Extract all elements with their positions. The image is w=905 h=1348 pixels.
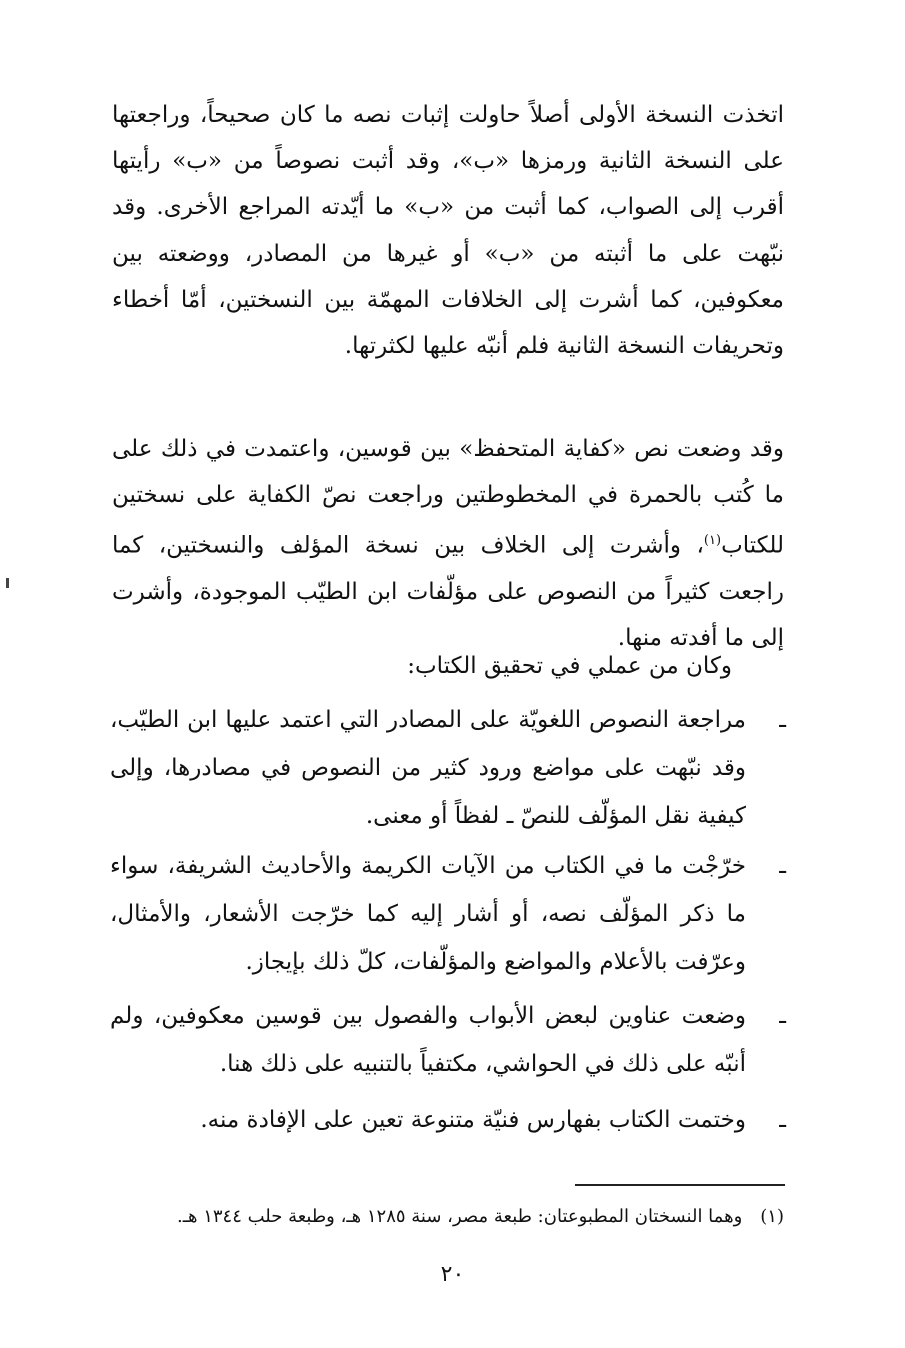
paragraph-text: وقد وضعت نص «كفاية المتحفظ» بين قوسين، واعتمدت في ذلك على ما كُتب بالحمرة في المخطوطتين وراجعت نصّ الكفاية على نسختين للكتاب (112, 436, 784, 560)
dash-marker: ـ (779, 1107, 786, 1133)
dash-marker: ـ (779, 707, 786, 733)
list-item-text: مراجعة النصوص اللغويّة على المصادر التي اعتمد عليها ابن الطيّب، وقد نبّهت على مواضع ورود كثير من النصوص في مصادرها، وإلى كيفية نقل المؤلّف للنصّ ـ لفظاً أو معنى. (110, 707, 746, 829)
footnote-text: وهما النسختان المطبوعتان: طبعة مصر، سنة ١٢٨٥ هـ، وطبعة حلب ١٣٤٤ هـ. (176, 1206, 743, 1227)
paragraph-text: اتخذت النسخة الأولى أصلاً حاولت إثبات نصه ما كان صحيحاً، وراجعتها على النسخة الثانية ورمزها «ب»، وقد أثبت نصوصاً من «ب» رأيتها أقرب إلى الصواب، كما أثبت من «ب» ما أيّدته المراجع الأخرى. وقد نبّهت على ما أثبته من «ب» أو غيرها من المصادر، ووضعته بين معكوفين، كما أشرت إلى الخلافات المهمّة بين النسختين، أمّا أخطاء وتحريفات النسخة الثانية فلم أنبّه عليها لكثرتها. (112, 102, 784, 360)
list-item (110, 842, 786, 986)
work-intro-line (112, 644, 784, 688)
list-item (110, 992, 786, 1088)
dash-marker: ـ (779, 853, 786, 879)
scan-edge-mark (6, 578, 9, 588)
list-item (110, 1096, 786, 1144)
paragraph-first-manuscript (112, 92, 784, 369)
footnote (112, 1202, 784, 1232)
paragraph-text: ، وأشرت إلى الخلاف بين نسخة المؤلف والنسختين، كما راجعت كثيراً من النصوص على مؤلّفات ابن الطيّب الموجودة، وأشرت إلى ما أفدته منها. (112, 533, 784, 652)
list-item-text: وضعت عناوين لبعض الأبواب والفصول بين قوسين معكوفين، ولم أنبّه على ذلك في الحواشي، مكتفياً بالتنبيه على ذلك هنا. (110, 1003, 746, 1077)
page-number: ٢٠ (440, 1262, 465, 1287)
intro-text: وكان من عملي في تحقيق الكتاب: (407, 653, 732, 679)
dash-marker: ـ (779, 1003, 786, 1029)
footnote-separator (575, 1184, 785, 1186)
footnote-reference[interactable]: (١) (703, 533, 722, 549)
list-item (110, 696, 786, 840)
footnote-number: (١) (760, 1206, 784, 1227)
list-item-text: خرّجْت ما في الكتاب من الآيات الكريمة والأحاديث الشريفة، سواء ما ذكر المؤلّف نصه، أو أشار إليه كما خرّجت الأشعار، والأمثال، وعرّفت بالأعلام والمواضع والمؤلّفات، كلّ ذلك بإيجاز. (110, 853, 746, 975)
paragraph-kifaya-text (112, 426, 784, 662)
list-item-text: وختمت الكتاب بفهارس فنيّة متنوعة تعين على الإفادة منه. (200, 1107, 746, 1133)
